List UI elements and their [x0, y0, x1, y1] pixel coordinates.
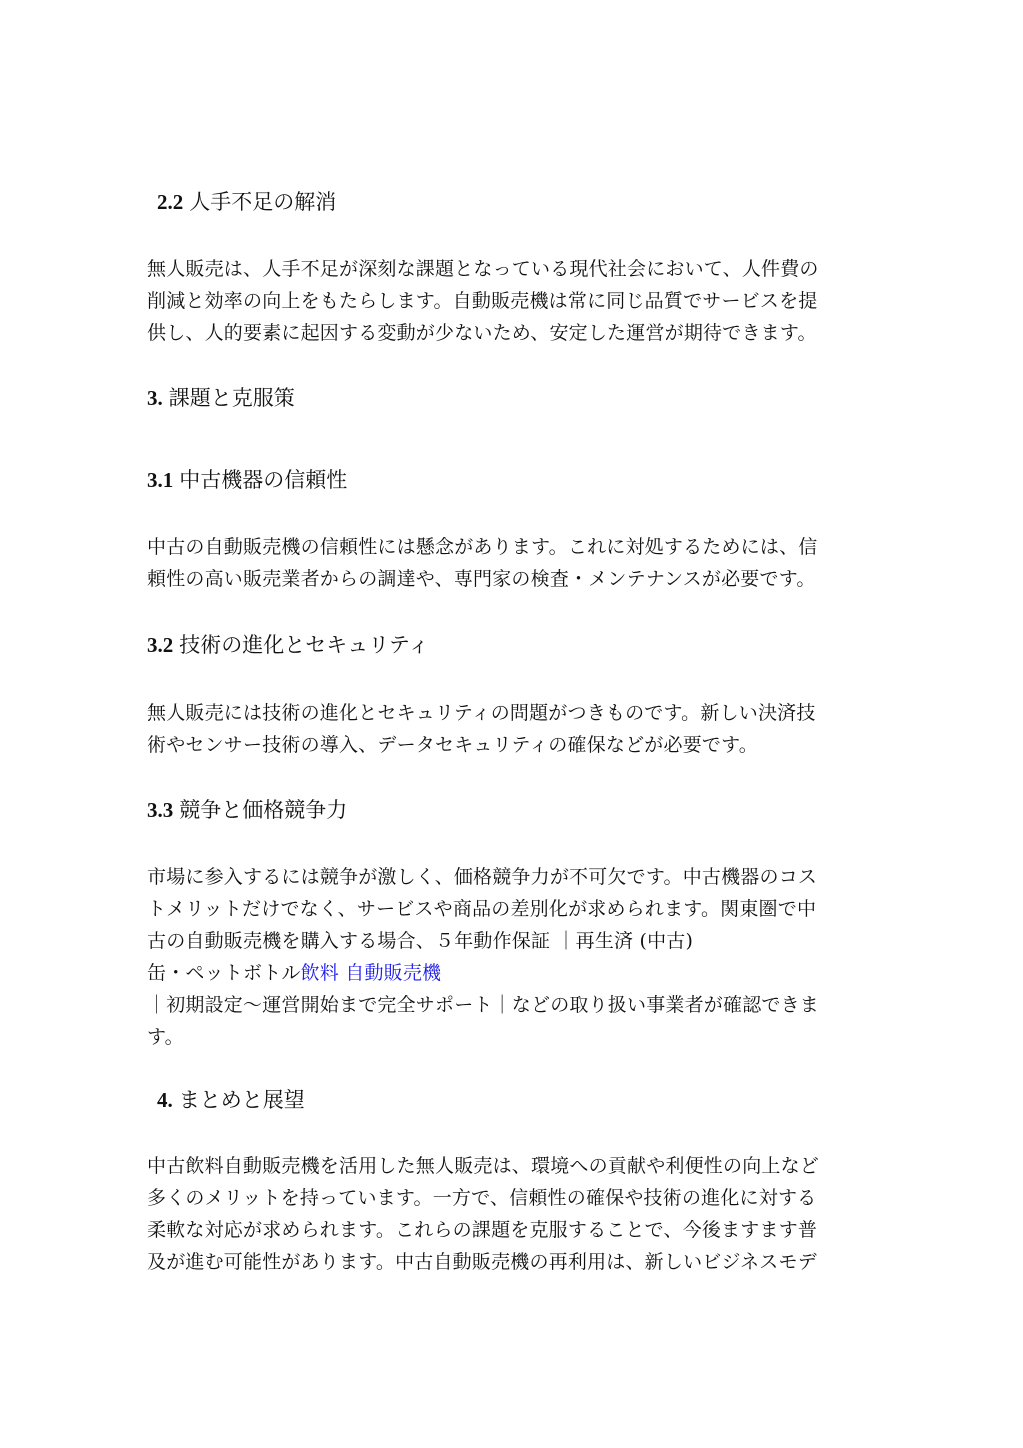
paragraph-3-1 — [147, 531, 871, 595]
paragraph-line: 市場に参入するには競争が激しく、価格競争力が不可欠です。中古機器のコス — [147, 866, 818, 888]
heading-number: 3. — [147, 386, 163, 410]
vending-machine-link[interactable]: 飲料 自動販売機 — [300, 962, 442, 984]
paragraph-line — [147, 957, 871, 989]
paragraph-line: 無人販売には技術の進化とセキュリティの問題がつきものです。新しい決済技 — [147, 702, 816, 724]
heading-title: 競争と価格競争力 — [179, 798, 348, 822]
heading-2-2 — [157, 189, 336, 215]
heading-title: 技術の進化とセキュリティ — [179, 633, 430, 657]
heading-title: まとめと展望 — [178, 1088, 305, 1112]
paragraph-line: 中古飲料自動販売機を活用した無人販売は、環境への貢献や利便性の向上など — [147, 1155, 820, 1177]
paragraph-3-3 — [147, 861, 871, 1053]
paragraph-3-2 — [147, 697, 871, 761]
paragraph-line: 中古の自動販売機の信頼性には懸念があります。これに対処するためには、信 — [147, 536, 818, 558]
paragraph-2-2 — [147, 253, 871, 349]
heading-4 — [157, 1087, 305, 1113]
heading-3-3 — [147, 797, 347, 823]
heading-title: 課題と克服策 — [168, 386, 295, 410]
paragraph-line: 供し、人的要素に起因する変動が少ないため、安定した運営が期待できます。 — [147, 322, 817, 344]
paragraph-line: 古の自動販売機を購入する場合、５年動作保証 ｜再生済 (中古) — [147, 930, 694, 952]
heading-number: 3.1 — [147, 468, 174, 492]
paragraph-line: トメリットだけでなく、サービスや商品の差別化が求められます。関東圏で中 — [147, 898, 817, 920]
heading-title: 中古機器の信頼性 — [179, 468, 348, 492]
paragraph-line: 柔軟な対応が求められます。これらの課題を克服することで、今後ますます普 — [147, 1219, 818, 1241]
paragraph-line: 無人販売は、人手不足が深刻な課題となっている現代社会において、人件費の — [147, 258, 819, 280]
paragraph-line: 頼性の高い販売業者からの調達や、専門家の検査・メンテナンスが必要です。 — [147, 568, 816, 590]
paragraph-line: 多くのメリットを持っています。一方で、信頼性の確保や技術の進化に対する — [147, 1187, 817, 1209]
heading-3 — [147, 385, 295, 411]
paragraph-line: ｜初期設定～運営開始まで完全サポート｜などの取り扱い事業者が確認できま — [147, 994, 820, 1016]
line-prefix: 缶・ペットボトル — [147, 962, 301, 984]
paragraph-line: 術やセンサー技術の導入、データセキュリティの確保などが必要です。 — [147, 734, 758, 756]
paragraph-4 — [147, 1150, 871, 1278]
heading-number: 4. — [157, 1088, 173, 1112]
heading-3-1 — [147, 467, 347, 493]
heading-number: 2.2 — [157, 190, 184, 214]
heading-number: 3.3 — [147, 798, 174, 822]
heading-title: 人手不足の解消 — [189, 190, 337, 214]
paragraph-line: 及が進む可能性があります。中古自動販売機の再利用は、新しいビジネスモデ — [147, 1251, 817, 1273]
heading-number: 3.2 — [147, 633, 174, 657]
paragraph-line: す。 — [147, 1026, 184, 1048]
paragraph-line: 削減と効率の向上をもたらします。自動販売機は常に同じ品質でサービスを提 — [147, 290, 818, 312]
heading-3-2 — [147, 632, 429, 658]
